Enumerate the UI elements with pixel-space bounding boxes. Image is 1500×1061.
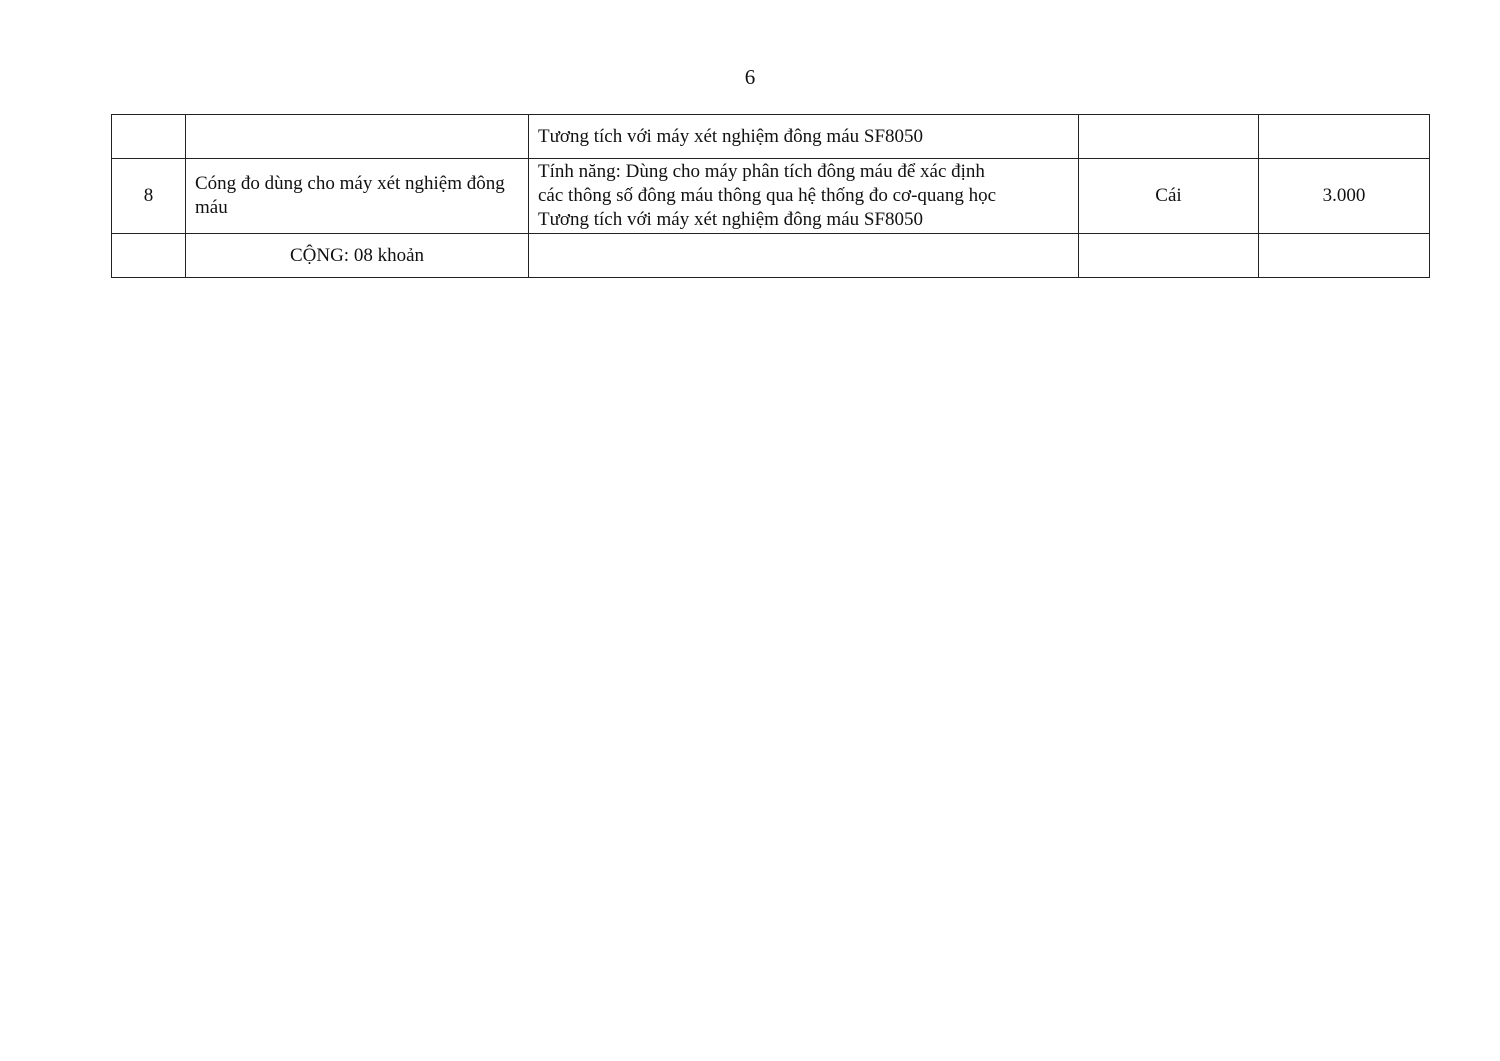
spec-line: Tương tích với máy xét nghiệm đông máu SF8050 [538,209,924,230]
table-row-total [112,234,1430,278]
cell-total-spec [529,234,1079,278]
table-row-item-8 [112,159,1430,234]
total-label: CỘNG: 08 khoản [186,234,529,278]
items-table [111,114,1430,278]
cell-stt: 8 [112,159,186,234]
cell-stt [112,115,186,159]
cell-quantity: 3.000 [1259,159,1430,234]
spec-line: Tính năng: Dùng cho máy phân tích đông máu để xác định [538,161,985,182]
cell-item-name: Cóng đo dùng cho máy xét nghiệm đông máu [186,159,529,234]
cell-total-unit [1079,234,1259,278]
cell-item-name [186,115,529,159]
cell-quantity [1259,115,1430,159]
page-number: 6 [744,65,756,89]
spec-line: Tương tích với máy xét nghiệm đông máu SF8050 [538,125,924,147]
cell-unit [1079,115,1259,159]
table-row-continuation [112,115,1430,159]
cell-total-quantity [1259,234,1430,278]
cell-unit: Cái [1079,159,1259,234]
cell-specification [529,115,1079,159]
cell-specification [529,159,1079,234]
spec-line: các thông số đông máu thông qua hệ thống đo cơ-quang học [538,185,997,206]
cell-total-stt [112,234,186,278]
